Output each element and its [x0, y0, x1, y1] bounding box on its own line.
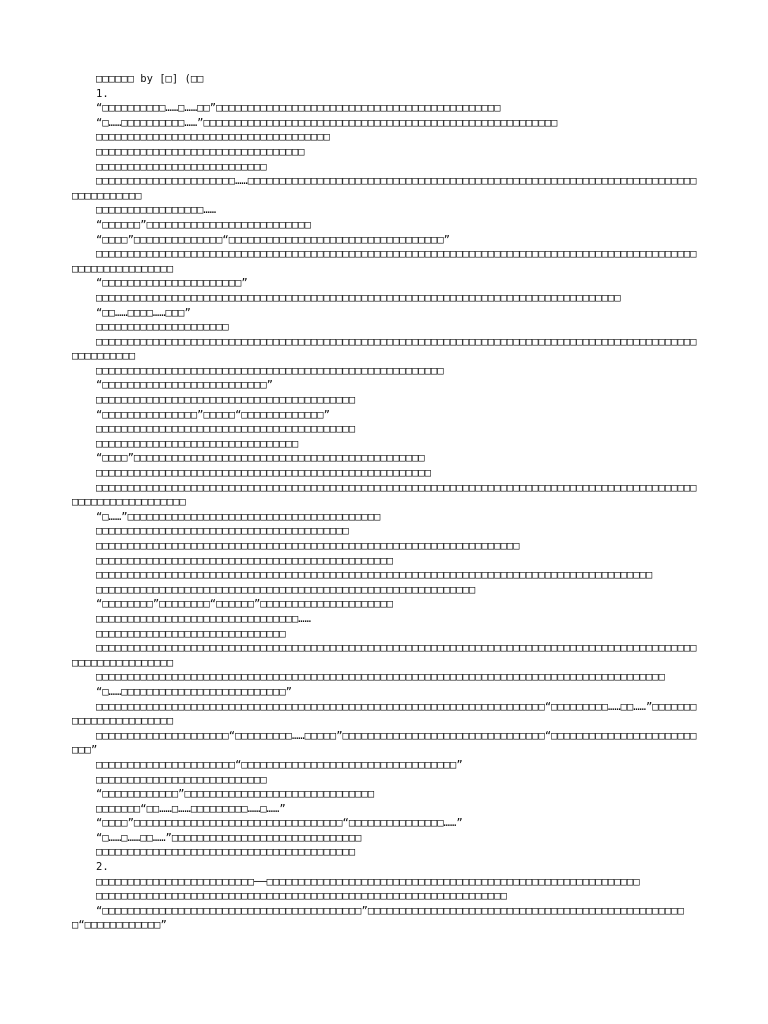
paragraph: □□□□□□□□□□□□□□□□□□□□□□□□□□□	[96, 773, 267, 786]
paragraph: □□□□□□□□□□□□□□□□□□□□□□□□□□□□□□□□□□□□□	[96, 131, 330, 144]
paragraph: □□□□□□□□□□□□□□□□□□□□□□□□□□□□□□□□□□□□□□□□□□□□□□□□□□□□□□□□□□□□□□□□□□□□□□□“□□□□□□□□□……□□……”□□□□□□□□□□□□□□□□□□□□□□□	[72, 700, 697, 728]
paragraph: □□□□□□□□□□□□□□□□□□□□□□□□□□□□□□□□□□□□□□□□□□□□□□□□□□□□□	[96, 467, 432, 480]
paragraph: □□□□□□□“□□……□……□□□□□□□□□……□……”	[96, 802, 286, 815]
paragraph: 2.	[96, 861, 109, 874]
document-title: □□□□□□ by [□] (□□	[96, 73, 204, 85]
paragraph: □□□□□□□□□□□□□□□□□□□□□□……□□□□□□□□□□□□□□□□□□□□□□□□□□□□□□□□□□□□□□□□□□□□□□□□□□□□□□□□□□□□□□□□□□□□□□□□□□□□□□□□□□	[72, 175, 697, 202]
paragraph: □□□□□□□□□□□□□□□□□□□□□□□□□□□□□□□□□□□□□□□□□□□□□□□□□□□□□□□□□□□□□□□□□□□	[96, 540, 520, 552]
paragraph: “□□□□□□□□□□□□□□□□□□□□□□□□□□□□□□□□□□□□□□□□□”□□□□□□□□□□□□□□□□□□□□□□□□□□□□□□□□□□□□□□□□□□□□□□□□□□□“□□□□□□□□□□□□”	[72, 904, 684, 932]
paragraph: “□□□□”□□□□□□□□□□□□□□□□□□□□□□□□□□□□□□□□□□□□□□□□□□□□□□	[96, 452, 425, 465]
paragraph: “□……”□□□□□□□□□□□□□□□□□□□□□□□□□□□□□□□□□□□□□□□□	[96, 510, 381, 523]
paragraph: “□□□□□□”□□□□□□□□□□□□□□□□□□□□□□□□□□	[96, 218, 311, 231]
paragraph: □□□□□□□□□□□□□□□□□□□□□□□□□□□□□□□□□	[96, 145, 305, 158]
paragraph: □□□□□□□□□□□□□□□□□□□□□□□□□□□□□□□□□□□□□□□□□	[96, 394, 356, 407]
paragraph: “□□……□□□□……□□□”	[96, 306, 191, 319]
paragraph: □□□□□□□□□□□□□□□□□□□□□□□□□□□	[96, 160, 267, 173]
paragraph: “□……□□□□□□□□□□□□□□□□□□□□□□□□□□”	[96, 685, 292, 698]
paragraph: □□□□□□□□□□□□□□□□□□□□□□□□□□□□□□□□□□□□□□□□□□□□□□□□□□□□□□□□□□□□	[96, 583, 476, 596]
paragraph: □□□□□□□□□□□□□□□□□□□□□“□□□□□□□□□……□□□□□”□□□□□□□□□□□□□□□□□□□□□□□□□□□□□□□□“□□□□□□□□□□□□□□□□□□□□□□□□□□”	[72, 729, 697, 757]
paragraph: □□□□□□□□□□□□□□□□□□□□□□□□□□□□□□□□□□□□□□□□□□□□□□□□□□□□□□□□□□□□□□□□□□□□□□□□□□□□□□□□□□□□□□□□□□□□□□□□□□□□□□□□□□□□□□□	[72, 248, 697, 275]
paragraph: □□□□□□□□□□□□□□□□□□□□□□□□□□□□□□□□	[96, 437, 299, 450]
paragraph: □□□□□□□□□□□□□□□□□□□□□□□□□□□□□□□□□□□□□□□□□□□□□□□□□□□□□□□	[96, 364, 444, 377]
paragraph: □□□□□□□□□□□□□□□□□□□□□□□□□□□□□□□□□□□□□□□□□□□□□□□□□□□□□□□□□□□□□□□□□	[96, 890, 507, 903]
paragraph: □□□□□□□□□□□□□□□□□□□□□□□□□□□□□□□□□□□□□□□□□	[96, 423, 356, 436]
paragraph: □□□□□□□□□□□□□□□□□□□□□□□□□──□□□□□□□□□□□□□□□□□□□□□□□□□□□□□□□□□□□□□□□□□□□□□□□□□□□□□□□□□□□	[96, 875, 640, 888]
paragraph: “□□□□□□□□□□□□□□□□□□□□□□”	[96, 277, 248, 290]
paragraph: “□□□□□□□□□□□□□□□□□□□□□□□□□□”	[96, 379, 274, 392]
paragraph: □□□□□□□□□□□□□□□□□□□□□□□□□□□□□□□□□□□□□□□□□□□□□□□□□□□□□□□□□□□□□□□□□□□□□□□□□□□□□□□□□□□□□□□□	[96, 569, 653, 582]
paragraph: □□□□□□□□□□□□□□□□□……	[96, 204, 217, 217]
paragraph: □□□□□□□□□□□□□□□□□□□□□□□□□□□□□□□□□□□□□□□□□□□□□□□□□□□□□□□□□□□□□□□□□□□□□□□□□□□□□□□□□□□□□□□□□□□□□□□□□□□□□□□□□□□□□□□	[72, 642, 697, 669]
paragraph: □□□□□□□□□□□□□□□□□□□□□□□□□□□□□□□□□□□□□□□□□□□□□□□□□□□□□□□□□□□□□□□□□□□□□□□□□□□□□□□□□□□□□□□□□□	[96, 671, 665, 684]
paragraph: “□□□□□□□□□□……□……□□”□□□□□□□□□□□□□□□□□□□□□□□□□□□□□□□□□□□□□□□□□□□□□	[96, 102, 501, 115]
paragraph: □□□□□□□□□□□□□□□□□□□□□	[96, 321, 229, 334]
paragraph: “□□□□□□□□□□□□□□□”□□□□□“□□□□□□□□□□□□□”	[96, 408, 330, 421]
document-body	[72, 72, 697, 933]
paragraph: □□□□□□□□□□□□□□□□□□□□□□□□□□□□□□□□□□□□□□□□□	[96, 846, 356, 859]
paragraph: “□……□□□□□□□□□□……”□□□□□□□□□□□□□□□□□□□□□□□□□□□□□□□□□□□□□□□□□□□□□□□□□□□□□□□□	[96, 116, 558, 129]
paragraph: □□□□□□□□□□□□□□□□□□□□□□□□□□□□□□□□□□□□□□□□□□□□□□□	[96, 554, 394, 567]
paragraph: □□□□□□□□□□□□□□□□□□□□□□□□□□□□□□□□□□□□□□□□	[96, 525, 349, 538]
paragraph: □□□□□□□□□□□□□□□□□□□□□□□□□□□□□□□□□□□□□□□□□□□□□□□□□□□□□□□□□□□□□□□□□□□□□□□□□□□□□□□□□□□□□□□□□□□□□□□□□□□□□□□□□	[72, 335, 697, 363]
paragraph: □□□□□□□□□□□□□□□□□□□□□□□□□□□□□□□□□□□□□□□□□□□□□□□□□□□□□□□□□□□□□□□□□□□□□□□□□□□□□□□□□□□	[96, 291, 621, 304]
paragraph: “□□□□”□□□□□□□□□□□□□□“□□□□□□□□□□□□□□□□□□□□□□□□□□□□□□□□□□”	[96, 233, 451, 246]
paragraph: □□□□□□□□□□□□□□□□□□□□□□□□□□□□□□□□□□□□□□□□□□□□□□□□□□□□□□□□□□□□□□□□□□□□□□□□□□□□□□□□□□□□□□□□□□□□□□□□□□□□□□□□□□□□□□□□□	[72, 481, 697, 509]
paragraph: “□□□□□□□□□□□□”□□□□□□□□□□□□□□□□□□□□□□□□□□□□□□	[96, 788, 375, 801]
paragraph: □□□□□□□□□□□□□□□□□□□□□□□□□□□□□□	[96, 627, 286, 640]
paragraph: 1.	[96, 87, 109, 100]
paragraph: “□□□□□□□□”□□□□□□□□“□□□□□□”□□□□□□□□□□□□□□□□□□□□□	[96, 598, 394, 611]
paragraph: □□□□□□□□□□□□□□□□□□□□□□“□□□□□□□□□□□□□□□□□□□□□□□□□□□□□□□□□□”	[96, 758, 463, 771]
paragraph: □□□□□□□□□□□□□□□□□□□□□□□□□□□□□□□□……	[96, 612, 311, 625]
paragraph: “□……□……□□……”□□□□□□□□□□□□□□□□□□□□□□□□□□□□□□	[96, 831, 362, 844]
paragraph: “□□□□”□□□□□□□□□□□□□□□□□□□□□□□□□□□□□□□□□“□□□□□□□□□□□□□□□……”	[96, 817, 463, 830]
